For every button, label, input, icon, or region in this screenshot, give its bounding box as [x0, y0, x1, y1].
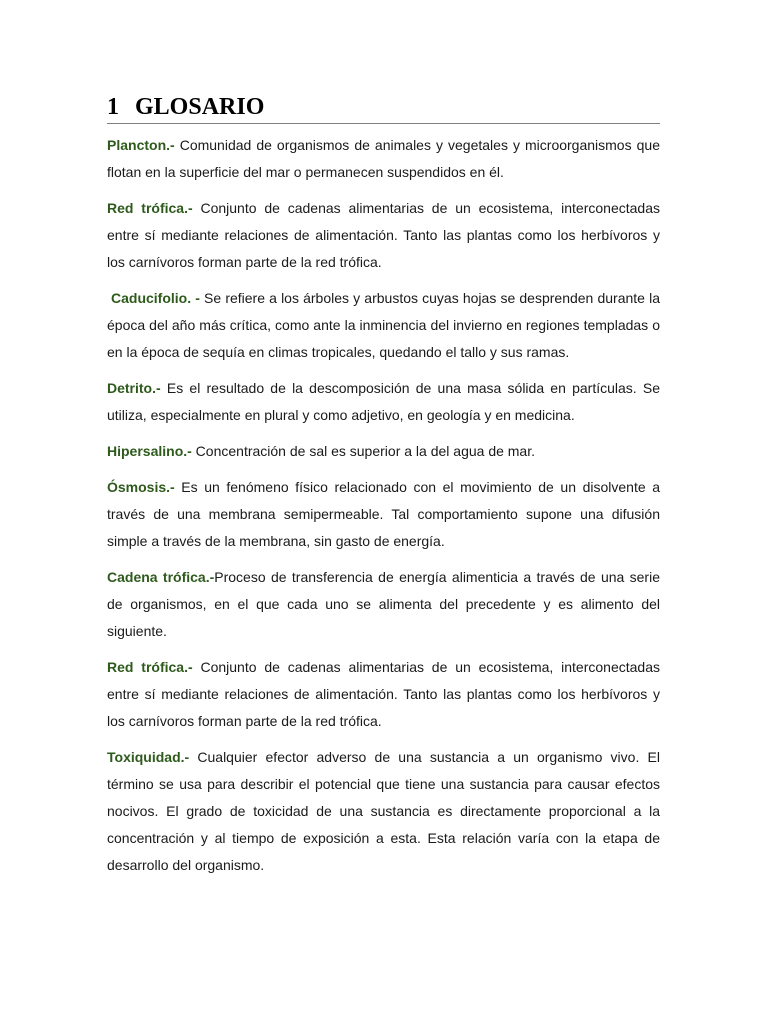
glossary-term: Red trófica.- — [107, 200, 193, 216]
glossary-entry-detrito — [107, 375, 660, 429]
glossary-term: Ósmosis.- — [107, 479, 175, 495]
glossary-entry-red-trofica — [107, 195, 660, 276]
glossary-definition: Proceso de transferencia de energía alimenticia a través de una serie de organismos, en el que cada uno se alimenta del precedente y es alimento del siguiente. — [107, 569, 660, 639]
section-number: 1 — [107, 94, 119, 120]
glossary-definition: Es el resultado de la descomposición de una masa sólida en partículas. Se utiliza, especialmente en plural y como adjetivo, en geología y en medicina. — [107, 380, 660, 423]
glossary-entry-caducifolio — [107, 285, 660, 366]
glossary-entry-osmosis — [107, 474, 660, 555]
glossary-definition: Es un fenómeno físico relacionado con el movimiento de un disolvente a través de una membrana semipermeable. Tal comportamiento supone una difusión simple a través de la membrana, sin gasto de energía. — [107, 479, 660, 549]
glossary-definition: Se refiere a los árboles y arbustos cuyas hojas se desprenden durante la época del año más crítica, como ante la inminencia del invierno en regiones templadas o en la época de sequía en climas tropicales, quedando el tallo y sus ramas. — [107, 290, 660, 360]
glossary-entry-hipersalino — [107, 438, 660, 465]
glossary-definition: Cualquier efector adverso de una sustancia a un organismo vivo. El término se usa para describir el potencial que tiene una sustancia para causar efectos nocivos. El grado de toxicidad de una sustancia es directamente proporcional a la concentración y al tiempo de exposición a esta. Esta relación varía con la etapa de desarrollo del organismo. — [107, 749, 660, 873]
glossary-term: Red trófica.- — [107, 659, 193, 675]
glossary-entry-red-trofica-2 — [107, 654, 660, 735]
glossary-entry-cadena-trofica — [107, 564, 660, 645]
glossary-definition: Comunidad de organismos de animales y vegetales y microorganismos que flotan en la superficie del mar o permanecen suspendidos en él. — [107, 137, 660, 180]
glossary-definition: Conjunto de cadenas alimentarias de un ecosistema, interconectadas entre sí mediante relaciones de alimentación. Tanto las plantas como los herbívoros y los carnívoros forman parte de la red trófica. — [107, 659, 660, 729]
glossary-term: Detrito.- — [107, 380, 161, 396]
document-page — [107, 92, 660, 888]
glossary-entry-plancton — [107, 132, 660, 186]
glossary-entry-toxiquidad — [107, 744, 660, 879]
glossary-term: Toxiquidad.- — [107, 749, 190, 765]
section-heading — [107, 92, 660, 124]
glossary-term: Hipersalino.- — [107, 443, 192, 459]
glossary-term: Cadena trófica.- — [107, 569, 215, 585]
glossary-term: Caducifolio. - — [111, 290, 200, 306]
glossary-definition: Concentración de sal es superior a la del agua de mar. — [191, 443, 536, 459]
glossary-term: Plancton.- — [107, 137, 175, 153]
glossary-definition: Conjunto de cadenas alimentarias de un ecosistema, interconectadas entre sí mediante relaciones de alimentación. Tanto las plantas como los herbívoros y los carnívoros forman parte de la red trófica. — [107, 200, 660, 270]
section-title: GLOSARIO — [135, 94, 265, 120]
